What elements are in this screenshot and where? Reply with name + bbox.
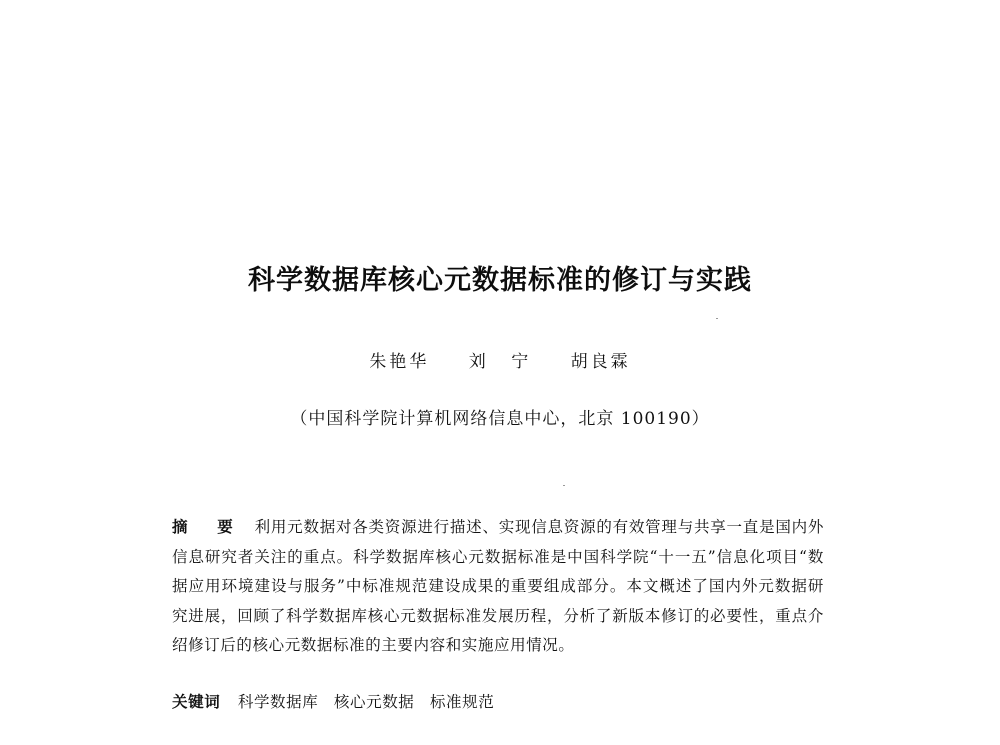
abstract-label: 摘 要 (172, 518, 245, 536)
abstract-section (172, 513, 824, 661)
keyword: 科学数据库 (237, 693, 319, 711)
keyword: 标准规范 (429, 693, 495, 711)
author-name: 胡良霖 (570, 352, 631, 372)
paper-title: 科学数据库核心元数据标准的修订与实践 (248, 265, 752, 296)
scan-speck (563, 485, 565, 486)
keyword: 核心元数据 (333, 693, 415, 711)
author-list (0, 347, 1000, 372)
keywords-section (172, 690, 824, 712)
abstract-text: 利用元数据对各类资源进行描述、实现信息资源的有效管理与共享一直是国内外信息研究者关注的重点。科学数据库核心元数据标准是中国科学院“十一五”信息化项目“数据应用环境建设与服务”中标准规范建设成果的重要组成部分。本文概述了国内外元数据研究进展，回顾了科学数据库核心元数据标准发展历程，分析了新版本修订的必要性，重点介绍修订后的核心元数据标准的主要内容和实施应用情况。 (172, 518, 824, 654)
author-name: 刘 宁 (468, 352, 532, 372)
author-affiliation: （中国科学院计算机网络信息中心，北京 100190） (290, 409, 710, 429)
keywords-label: 关键词 (172, 693, 221, 711)
author-name: 朱艳华 (369, 352, 430, 372)
scan-speck (716, 318, 718, 319)
